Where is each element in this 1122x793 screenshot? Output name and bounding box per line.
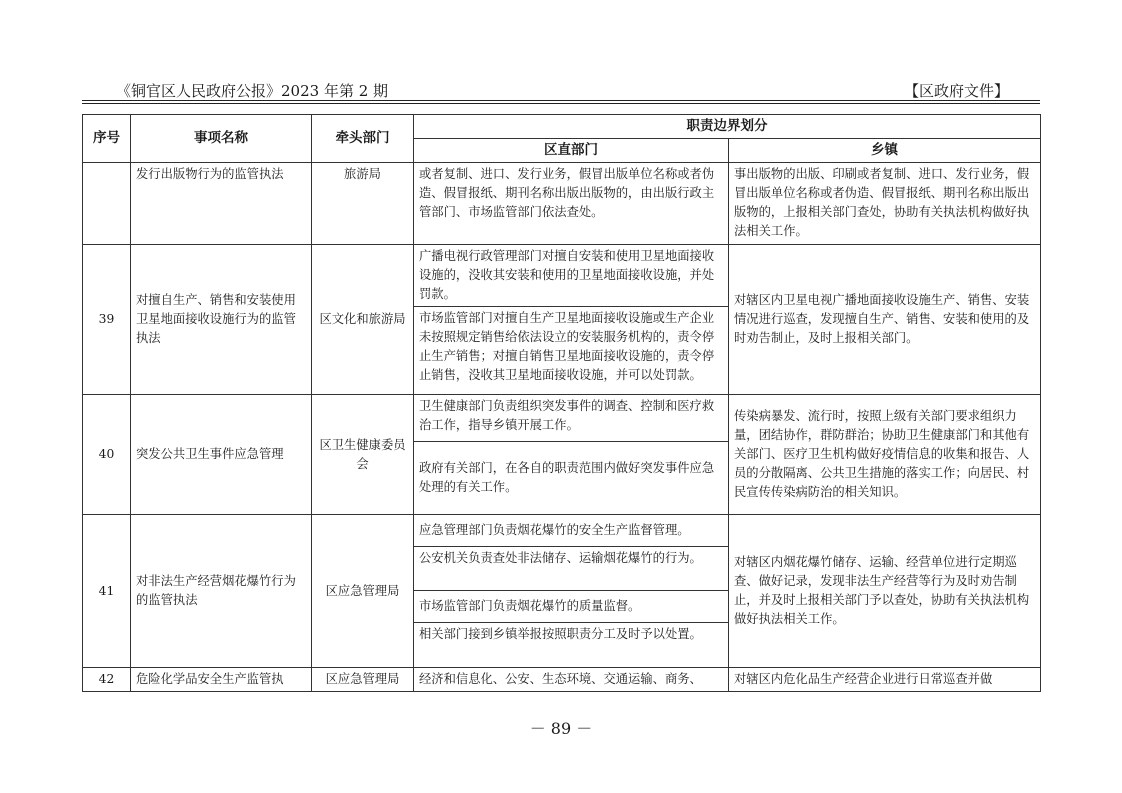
- row-lead: 区卫生健康委员会: [312, 395, 414, 515]
- row-lead: 旅游局: [312, 163, 414, 245]
- row-district: 公安机关负责查处非法储存、运输烟花爆竹的行为。: [414, 547, 729, 591]
- row-no: 42: [83, 668, 131, 692]
- header-lead: 牵头部门: [312, 115, 414, 163]
- table-row: [83, 395, 1041, 442]
- row-town: 传染病暴发、流行时，按照上级有关部门要求组织力量，团结协作，群防群治；协助卫生健康部门和其他有关部门、医疗卫生机构做好疫情信息的收集和报告、人员的分散隔离、公共卫生措施的落实工作；向居民、村民宣传传染病防治的相关知识。: [729, 395, 1041, 515]
- row-item: 危险化学品安全生产监管执: [131, 668, 312, 692]
- row-district: 市场监管部门对擅自生产卫星地面接收设施或生产企业未按照规定销售给依法设立的安装服务机构的，责令停止生产销售；对擅自销售卫星地面接收设施的，责令停止销售，没收其卫星地面接收设施，并可以处罚款。: [414, 307, 729, 395]
- row-town: 对辖区内卫星电视广播地面接收设施生产、销售、安装情况进行巡查，发现擅自生产、销售、安装和使用的及时劝告制止，及时上报相关部门。: [729, 245, 1041, 395]
- row-district: 市场监管部门负责烟花爆竹的质量监督。: [414, 591, 729, 623]
- row-no: 39: [83, 245, 131, 395]
- row-district: 经济和信息化、公安、生态环境、交通运输、商务、: [414, 668, 729, 692]
- header-district: 区直部门: [414, 139, 729, 163]
- row-no: 41: [83, 515, 131, 668]
- row-town: 对辖区内烟花爆竹储存、运输、经营单位进行定期巡查、做好记录，发现非法生产经营等行为及时劝告制止，并及时上报相关部门予以查处，协助有关执法机构做好执法相关工作。: [729, 515, 1041, 668]
- duty-table: [82, 114, 1041, 692]
- row-lead: 区文化和旅游局: [312, 245, 414, 395]
- row-town: 事出版物的出版、印刷或者复制、进口、发行业务，假冒出版单位名称或者伪造、假冒报纸、期刊名称出版出版物的，上报相关部门查处，协助有关执法机构做好执法相关工作。: [729, 163, 1041, 245]
- row-no: 40: [83, 395, 131, 515]
- row-lead: 区应急管理局: [312, 515, 414, 668]
- row-item: 发行出版物行为的监管执法: [131, 163, 312, 245]
- header-town: 乡镇: [729, 139, 1041, 163]
- section-label: 【区政府文件】: [903, 82, 1009, 100]
- row-district: 政府有关部门，在各自的职责范围内做好突发事件应急处理的有关工作。: [414, 442, 729, 515]
- row-lead: 区应急管理局: [312, 668, 414, 692]
- row-district: 广播电视行政管理部门对擅自安装和使用卫星地面接收设施的，没收其安装和使用的卫星地面接收设施，并处罚款。: [414, 245, 729, 307]
- table-row: [83, 515, 1041, 547]
- row-item: 对擅自生产、销售和安装使用卫星地面接收设施行为的监管执法: [131, 245, 312, 395]
- page-number: － 89 －: [529, 719, 593, 738]
- row-district: 卫生健康部门负责组织突发事件的调查、控制和医疗救治工作，指导乡镇开展工作。: [414, 395, 729, 442]
- row-item: 对非法生产经营烟花爆竹行为的监管执法: [131, 515, 312, 668]
- row-town: 对辖区内危化品生产经营企业进行日常巡查并做: [729, 668, 1041, 692]
- header-rule-thin: [82, 103, 1040, 104]
- header-rule: [82, 100, 1040, 101]
- row-no: [83, 163, 131, 245]
- row-district: 相关部门接到乡镇举报按照职责分工及时予以处置。: [414, 623, 729, 668]
- row-district: 或者复制、进口、发行业务，假冒出版单位名称或者伪造、假冒报纸、期刊名称出版出版物的，由出版行政主管部门、市场监管部门依法查处。: [414, 163, 729, 245]
- table-row: [83, 163, 1041, 245]
- header-no: 序号: [83, 115, 131, 163]
- header-duty: 职责边界划分: [414, 115, 1041, 139]
- journal-title: 《铜官区人民政府公报》2023 年第 2 期: [116, 82, 389, 100]
- table-row: [83, 245, 1041, 307]
- header-item: 事项名称: [131, 115, 312, 163]
- row-district: 应急管理部门负责烟花爆竹的安全生产监督管理。: [414, 515, 729, 547]
- row-item: 突发公共卫生事件应急管理: [131, 395, 312, 515]
- table-row: [83, 668, 1041, 692]
